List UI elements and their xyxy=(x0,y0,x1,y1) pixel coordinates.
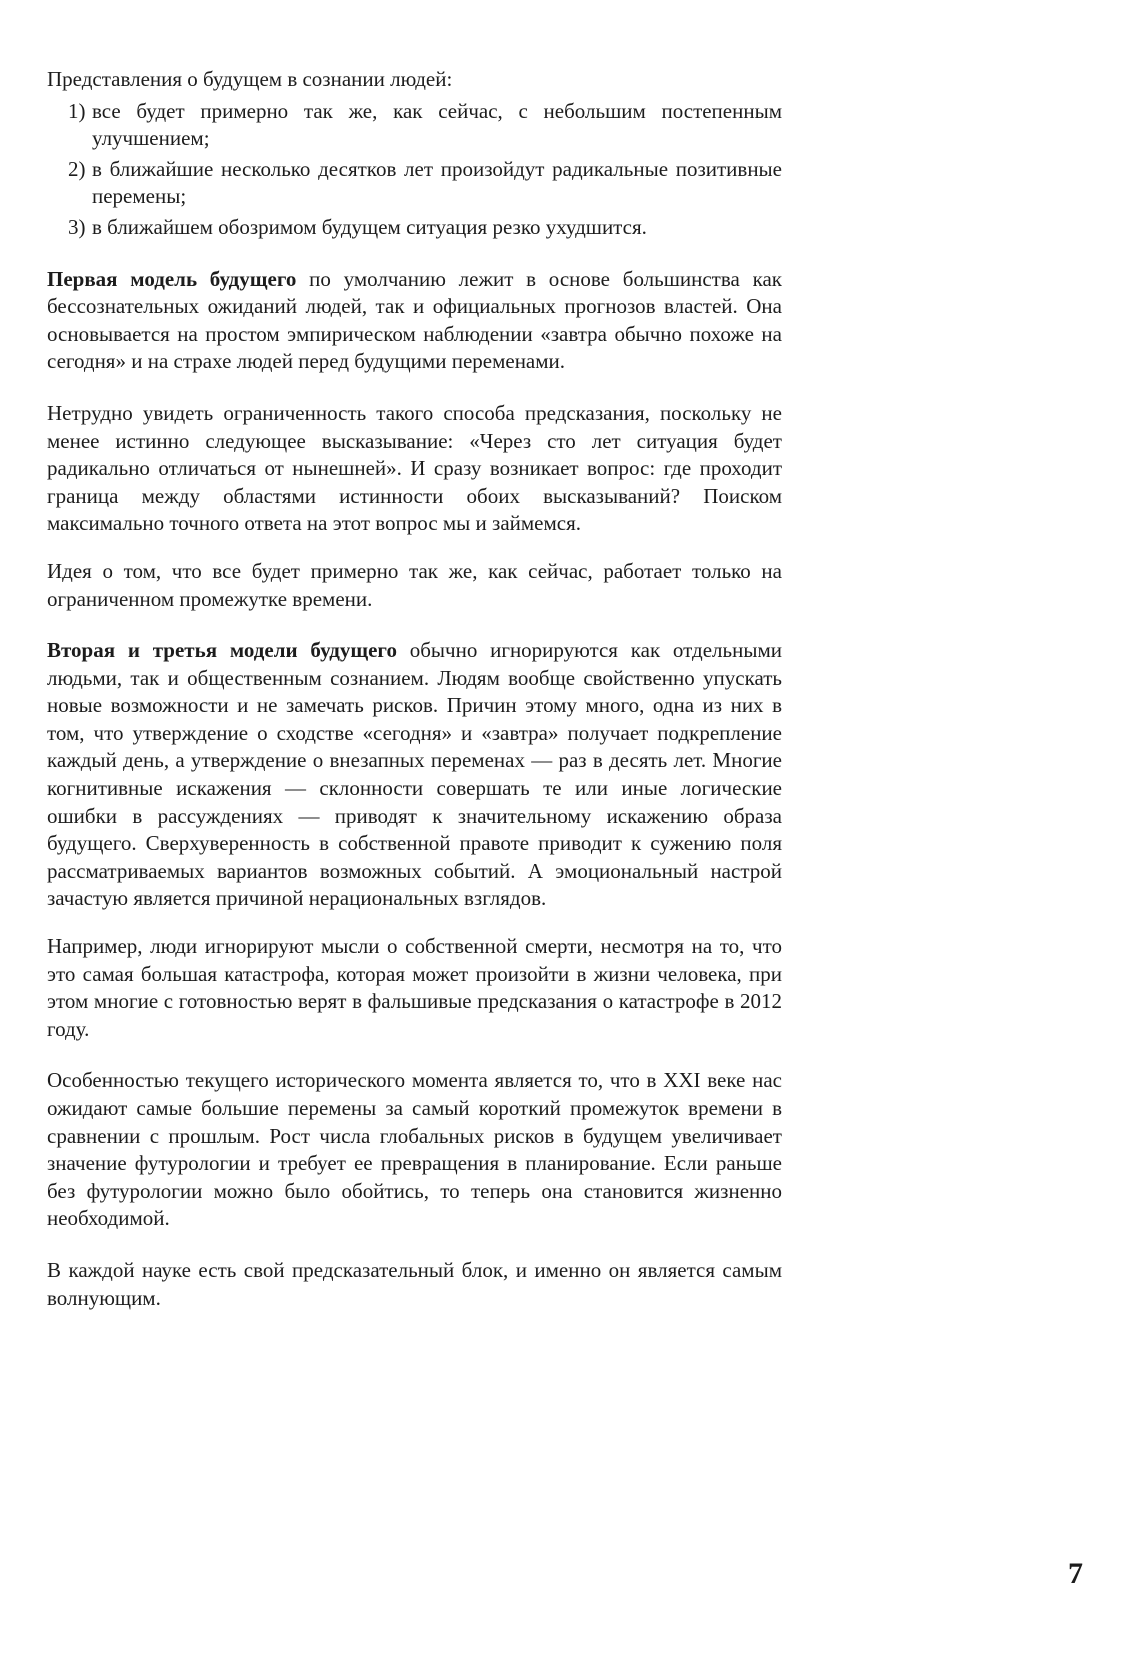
first-model-term: Первая модель будущего xyxy=(47,266,297,291)
list-item-text: все будет примерно так же, как сейчас, с небольшим постепенным улучшением; xyxy=(92,98,782,151)
example-paragraph: Например, люди игнорируют мысли о собственной смерти, несмотря на то, что это самая большая катастрофа, которая может произойти в жизни человека, при этом многие с готовностью верят в фальшивые предсказания о катастрофе в 2012 году. xyxy=(47,934,782,1041)
list-item-number: 2) xyxy=(68,156,86,181)
list-item xyxy=(68,98,782,153)
list-item xyxy=(68,214,782,242)
list-item-text: в ближайшие несколько десятков лет произойдут радикальные позитивные перемены; xyxy=(92,156,782,209)
second-third-models-paragraph xyxy=(47,637,782,913)
list-item-number: 3) xyxy=(68,214,86,239)
feature-paragraph: Особенностью текущего исторического момента является то, что в XXI веке нас ожидают самые большие перемены за самый короткий промежуток времени в сравнении с прошлым. Рост числа глобальных рисков в будущем увеличивает значение футурологии и требует ее превращения в планирование. Если раньше без футурологии можно было обойтись, то теперь она становится жизненно необходимой. xyxy=(47,1068,782,1231)
limitation-paragraph: Нетрудно увидеть ограниченность такого способа предсказания, поскольку не менее истинно следующее высказывание: «Через сто лет ситуация будет радикально отличаться от нынешней». И сразу возникает вопрос: где проходит граница между областями истинности обоих высказываний? Поиском максимально точного ответа на этот вопрос мы и займемся. xyxy=(47,400,782,536)
second-third-models-term: Вторая и третья модели будущего xyxy=(47,638,397,663)
second-third-models-text: обычно игнорируются как отдельными людьми, так и общественным сознанием. Людям вообще свойственно упускать новые возможности и не замечать рисков. Причин этому много, одна из них в том, что утверждение о сходстве «сегодня» и «завтра» получает подкрепление каждый день, а утверждение о внезапных переменах — раз в десять лет. Многие когнитивные искажения — склонности совершать те или иные логические ошибки в рассуждениях — приводят к значительному искажению образа будущего. Сверхуверенность в собственной правоте приводит к сужению поля рассматриваемых вариантов возможных событий. А эмоциональный настрой зачастую является причиной нерациональных взглядов. xyxy=(47,638,782,911)
list-item-number: 1) xyxy=(68,98,86,123)
idea-paragraph: Идея о том, что все будет примерно так же, как сейчас, работает только на ограниченном промежутке времени. xyxy=(47,558,782,611)
science-paragraph: В каждой науке есть свой предсказательный блок, и именно он является самым волнующим. xyxy=(47,1257,782,1310)
list-item xyxy=(68,156,782,211)
page-number: 7 xyxy=(1068,1557,1083,1590)
future-outlook-list xyxy=(47,98,782,242)
first-model-paragraph xyxy=(47,266,782,376)
page-body xyxy=(47,66,782,1312)
first-model-text: по умолчанию лежит в основе большинства как бессознательных ожиданий людей, так и официальных прогнозов властей. Она основывается на простом эмпирическом наблюдении «завтра обычно похоже на сегодня» и на страхе людей перед будущими переменами. xyxy=(47,266,782,374)
list-item-text: в ближайшем обозримом будущем ситуация резко ухудшится. xyxy=(92,214,647,239)
intro-line: Представления о будущем в сознании людей: xyxy=(47,67,453,91)
